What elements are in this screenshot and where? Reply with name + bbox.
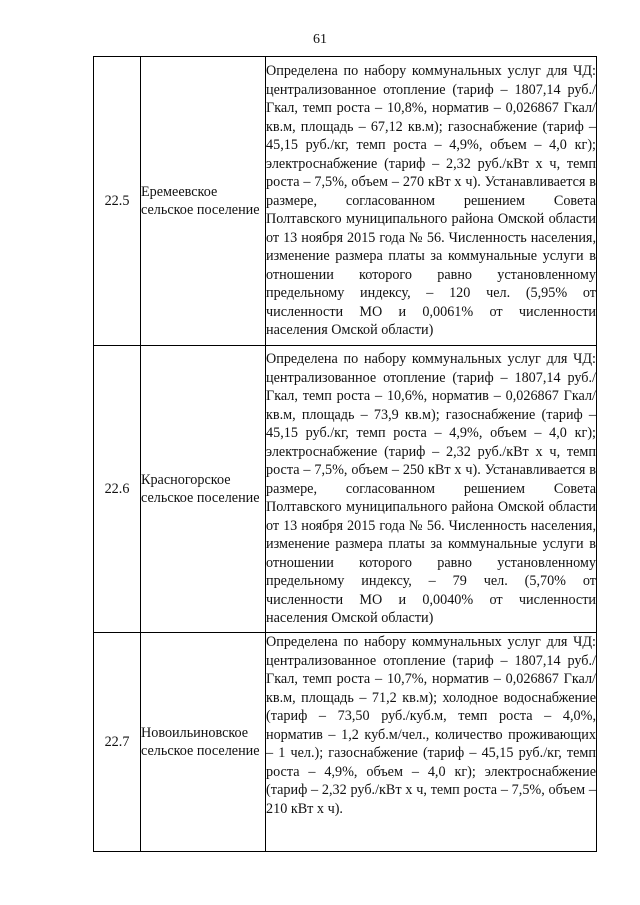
table-row xyxy=(94,57,597,346)
row-description: Определена по набору коммунальных услуг для ЧД: централизованное отопление (тариф – 1807,14 руб./Гкал, темп роста – 10,6%, норматив – 0,026867 Гкал/кв.м, площадь – 73,9 кв.м); газоснабжение (тариф – 45,15 руб./кг, темп роста – 4,9%, объем – 4,0 кг); электроснабжение (тариф – 2,32 руб./кВт х ч, темп роста – 7,5%, объем – 250 кВт х ч). Устанавливается в размере, согласованном решением Совета Полтавского муниципального района Омской области от 13 ноября 2015 года № 56. Численность населения, изменение размера платы за коммунальные услуги в отношении которого равно установленному предельному индексу, – 79 чел. (5,70% от численности МО и 0,0040% от численности населения Омской области) xyxy=(266,346,597,633)
row-number: 22.7 xyxy=(94,633,141,852)
table-row xyxy=(94,346,597,633)
settlement-name: Новоильиновское сельское поселение xyxy=(141,633,266,852)
settlement-name: Красногорское сельское поселение xyxy=(141,346,266,633)
settlements-table xyxy=(93,56,597,852)
row-description: Определена по набору коммунальных услуг для ЧД: централизованное отопление (тариф – 1807,14 руб./Гкал, темп роста – 10,7%, норматив – 0,026867 Гкал/кв.м, площадь – 71,2 кв.м); холодное водоснабжение (тариф – 73,50 руб./куб.м, темп роста – 4,0%, норматив – 1,2 куб.м/чел., количество проживающих – 1 чел.); газоснабжение (тариф – 45,15 руб./кг, темп роста – 4,9%, объем – 4,0 кг); электроснабжение (тариф – 2,32 руб./кВт х ч, темп роста – 7,5%, объем – 210 кВт х ч). xyxy=(266,633,597,852)
row-description: Определена по набору коммунальных услуг для ЧД: централизованное отопление (тариф – 1807,14 руб./Гкал, темп роста – 10,8%, норматив – 0,026867 Гкал/кв.м, площадь – 67,12 кв.м); газоснабжение (тариф – 45,15 руб./кг, темп роста – 4,9%, объем – 4,0 кг); электроснабжение (тариф – 2,32 руб./кВт х ч, темп роста – 7,5%, объем – 270 кВт х ч). Устанавливается в размере, согласованном решением Совета Полтавского муниципального района Омской области от 13 ноября 2015 года № 56. Численность населения, изменение размера платы за коммунальные услуги в отношении которого равно установленному предельному индексу, – 120 чел. (5,95% от численности МО и 0,0061% от численности населения Омской области) xyxy=(266,57,597,346)
settlement-name: Еремеевское сельское поселение xyxy=(141,57,266,346)
page-number: 61 xyxy=(313,32,327,47)
row-number: 22.6 xyxy=(94,346,141,633)
row-number: 22.5 xyxy=(94,57,141,346)
table-row xyxy=(94,633,597,852)
